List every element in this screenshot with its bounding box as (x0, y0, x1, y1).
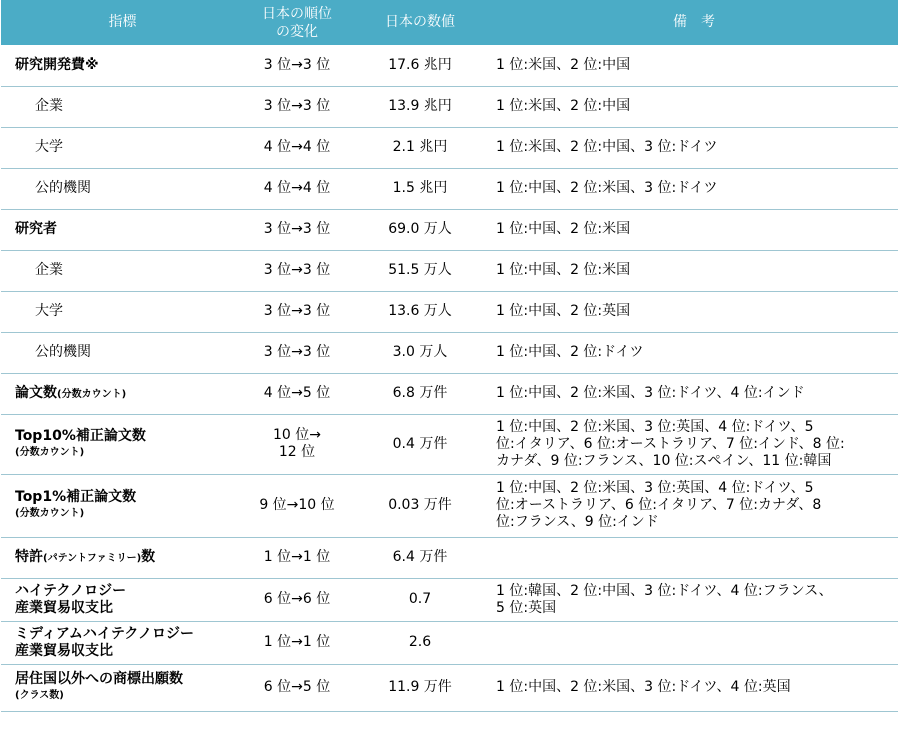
table-row (1, 664, 898, 711)
rank-change: 3 位→3 位 (244, 209, 350, 250)
japan-value: 2.1 兆円 (350, 127, 490, 168)
table-row (1, 86, 898, 127)
indicator-label-suffix: 数 (141, 548, 156, 565)
indicator-label: 研究者 (1, 209, 244, 250)
rank-change: 3 位→3 位 (244, 291, 350, 332)
table-row (1, 332, 898, 373)
indicator-label: 企業 (1, 250, 244, 291)
table-row (1, 373, 898, 414)
rank-change: 1 位→1 位 (244, 537, 350, 578)
rank-change: 3 位→3 位 (244, 250, 350, 291)
table-header (1, 0, 898, 45)
japan-value: 0.03 万件 (350, 474, 490, 537)
indicator-label-main: 論文数 (15, 384, 57, 401)
indicator-label-line2: 産業貿易収支比 (15, 642, 113, 659)
japan-value: 13.9 兆円 (350, 86, 490, 127)
indicator-label-main: Top1%補正論文数 (15, 489, 137, 505)
indicator-label-main: Top10%補正論文数 (15, 427, 146, 444)
table-row (1, 578, 898, 621)
remarks-line: 1 位:韓国、2 位:中国、3 位:ドイツ、4 位:フランス、 (496, 582, 833, 599)
table-body (1, 45, 898, 711)
rank-change: 4 位→5 位 (244, 373, 350, 414)
rank-change: 3 位→3 位 (244, 45, 350, 86)
japan-value: 2.6 (350, 621, 490, 664)
header-rank-line1: 日本の順位 (262, 5, 332, 22)
indicator-label-line2: 産業貿易収支比 (15, 599, 113, 616)
header-japan-value: 日本の数値 (350, 0, 490, 45)
japan-value: 3.0 万人 (350, 332, 490, 373)
table-row (1, 291, 898, 332)
indicator-label (1, 578, 244, 621)
indicator-label (1, 474, 244, 537)
remarks-line: 1 位:中国、2 位:米国、3 位:英国、4 位:ドイツ、5 (496, 480, 814, 496)
japan-value: 17.6 兆円 (350, 45, 490, 86)
remarks: 1 位:中国、2 位:米国 (490, 209, 898, 250)
rank-change: 3 位→3 位 (244, 86, 350, 127)
remarks-line: カナダ、9 位:フランス、10 位:スペイン、11 位:韓国 (496, 452, 832, 469)
indicator-table (1, 0, 898, 712)
indicator-label-main: 特許 (15, 548, 43, 565)
remarks: 1 位:中国、2 位:ドイツ (490, 332, 898, 373)
indicator-label: 公的機関 (1, 332, 244, 373)
rank-change-line2: 12 位 (278, 444, 316, 460)
indicator-label (1, 664, 244, 711)
indicator-label: 研究開発費※ (1, 45, 244, 86)
table-row (1, 45, 898, 86)
japan-value: 0.4 万件 (350, 414, 490, 474)
remarks: 1 位:米国、2 位:中国、3 位:ドイツ (490, 127, 898, 168)
table-row (1, 537, 898, 578)
table-row (1, 168, 898, 209)
remarks: 1 位:中国、2 位:米国 (490, 250, 898, 291)
rank-change (244, 414, 350, 474)
indicator-label: 大学 (1, 127, 244, 168)
indicator-label-note: (分数カウント) (57, 388, 127, 400)
remarks-line: 位:オーストラリア、6 位:イタリア、7 位:カナダ、8 (496, 497, 822, 513)
indicator-label-note: (分数カウント) (15, 446, 85, 458)
remarks-line: 1 位:中国、2 位:米国、3 位:英国、4 位:ドイツ、5 (496, 418, 814, 435)
indicator-label (1, 537, 244, 578)
indicator-label (1, 621, 244, 664)
header-rank-line2: の変化 (276, 23, 318, 40)
indicator-label-note: (パテントファミリー) (43, 552, 142, 564)
remarks (490, 578, 898, 621)
indicator-label (1, 414, 244, 474)
remarks (490, 537, 898, 578)
header-remarks: 備 考 (490, 0, 898, 45)
rank-change-line1: 10 位→ (273, 427, 321, 443)
remarks: 1 位:米国、2 位:中国 (490, 86, 898, 127)
japan-value: 0.7 (350, 578, 490, 621)
indicator-table-container (1, 0, 898, 712)
rank-change: 4 位→4 位 (244, 168, 350, 209)
rank-change: 9 位→10 位 (244, 474, 350, 537)
table-row (1, 250, 898, 291)
rank-change: 3 位→3 位 (244, 332, 350, 373)
table-row (1, 621, 898, 664)
header-indicator: 指標 (1, 0, 244, 45)
remarks: 1 位:中国、2 位:米国、3 位:ドイツ、4 位:インド (490, 373, 898, 414)
remarks: 1 位:中国、2 位:英国 (490, 291, 898, 332)
remarks-line: 位:イタリア、6 位:オーストラリア、7 位:インド、8 位: (496, 435, 845, 452)
indicator-label (1, 373, 244, 414)
header-row (1, 0, 898, 45)
table-row (1, 127, 898, 168)
rank-change: 6 位→5 位 (244, 664, 350, 711)
japan-value: 6.8 万件 (350, 373, 490, 414)
japan-value: 1.5 兆円 (350, 168, 490, 209)
header-rank-change (244, 0, 350, 45)
rank-change: 4 位→4 位 (244, 127, 350, 168)
remarks (490, 474, 898, 537)
remarks: 1 位:中国、2 位:米国、3 位:ドイツ (490, 168, 898, 209)
table-row (1, 474, 898, 537)
remarks-line: 5 位:英国 (496, 599, 557, 616)
indicator-label-line1: ハイテクノロジー (15, 582, 127, 599)
japan-value: 51.5 万人 (350, 250, 490, 291)
indicator-label: 企業 (1, 86, 244, 127)
table-row (1, 414, 898, 474)
remarks-line: 位:フランス、9 位:インド (496, 514, 659, 530)
rank-change: 6 位→6 位 (244, 578, 350, 621)
remarks (490, 621, 898, 664)
japan-value: 6.4 万件 (350, 537, 490, 578)
japan-value: 69.0 万人 (350, 209, 490, 250)
indicator-label: 公的機関 (1, 168, 244, 209)
japan-value: 13.6 万人 (350, 291, 490, 332)
remarks (490, 414, 898, 474)
indicator-label-note: (クラス数) (15, 690, 64, 701)
indicator-label-main: 居住国以外への商標出願数 (15, 671, 183, 687)
table-row (1, 209, 898, 250)
japan-value: 11.9 万件 (350, 664, 490, 711)
rank-change: 1 位→1 位 (244, 621, 350, 664)
remarks: 1 位:中国、2 位:米国、3 位:ドイツ、4 位:英国 (490, 664, 898, 711)
remarks: 1 位:米国、2 位:中国 (490, 45, 898, 86)
indicator-label-note: (分数カウント) (15, 508, 85, 519)
indicator-label: 大学 (1, 291, 244, 332)
indicator-label-line1: ミディアムハイテクノロジー (15, 625, 195, 642)
